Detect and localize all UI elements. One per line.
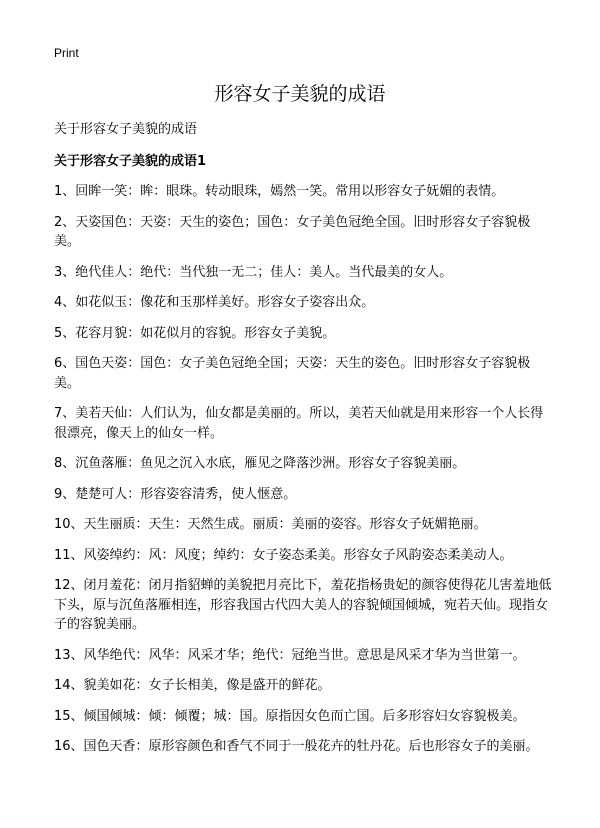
- list-item: 12、闭月羞花：闭月指貂蝉的美貌把月亮比下，羞花指杨贵妃的颜容使得花儿害羞地低下头，原与沉鱼落雁相连，形容我国古代四大美人的容貌倾国倾城，宛若天仙。现指女子的容貌美丽。: [54, 578, 552, 632]
- document-body: [54, 121, 554, 768]
- list-item: 2、天姿国色：天姿：天生的姿色；国色：女子美色冠绝全国。旧时形容女子容貌极美。: [54, 214, 531, 249]
- list-item: 9、楚楚可人：形容姿容清秀，使人惬意。: [54, 486, 297, 502]
- list-item: 15、倾国倾城：倾：倾覆；城：国。原指因女色而亡国。后多形容妇女容貌极美。: [54, 708, 526, 724]
- list-item: 10、天生丽质：天生：天然生成。丽质：美丽的姿容。形容女子妩媚艳丽。: [54, 517, 487, 532]
- list-item: 11、风姿绰约：风：风度；绰约：女子姿态柔美。形容女子风韵姿态柔美动人。: [54, 547, 513, 563]
- list-item: 4、如花似玉：像花和玉那样美好。形容女子姿容出众。: [54, 295, 375, 310]
- page-title: 形容女子美貌的成语: [214, 83, 386, 105]
- list-item: 1、回眸一笑：眸：眼珠。转动眼珠，嫣然一笑。常用以形容女子妩媚的表情。: [54, 184, 505, 199]
- document-subtitle: 关于形容女子美貌的成语: [54, 122, 198, 137]
- list-item: 16、国色天香：原形容颜色和香气不同于一般花卉的牡丹花。后也形容女子的美丽。: [54, 739, 539, 754]
- entry-list: [54, 182, 554, 757]
- list-item: 13、风华绝代：风华：风采才华；绝代：冠绝当世。意思是风采才华为当世第一。: [54, 647, 526, 663]
- list-item: 14、貌美如花：女子长相美，像是盛开的鲜花。: [54, 678, 331, 693]
- list-item: 7、美若天仙：人们认为，仙女都是美丽的。所以，美若天仙就是用来形容一个人长得很漂亮，像天上的仙女一样。: [54, 406, 544, 441]
- list-item: 3、绝代佳人：绝代：当代独一无二；佳人：美人。当代最美的女人。: [54, 264, 453, 280]
- list-item: 5、花容月貌：如花似月的容貌。形容女子美貌。: [54, 325, 336, 341]
- section-heading: 关于形容女子美貌的成语1: [54, 154, 207, 169]
- print-link[interactable]: Print: [54, 46, 79, 60]
- list-item: 6、国色天姿：国色：女子美色冠绝全国；天姿：天生的姿色。旧时形容女子容貌极美。: [54, 356, 531, 391]
- list-item: 8、沉鱼落雁：鱼见之沉入水底，雁见之降落沙洲。形容女子容貌美丽。: [54, 456, 466, 471]
